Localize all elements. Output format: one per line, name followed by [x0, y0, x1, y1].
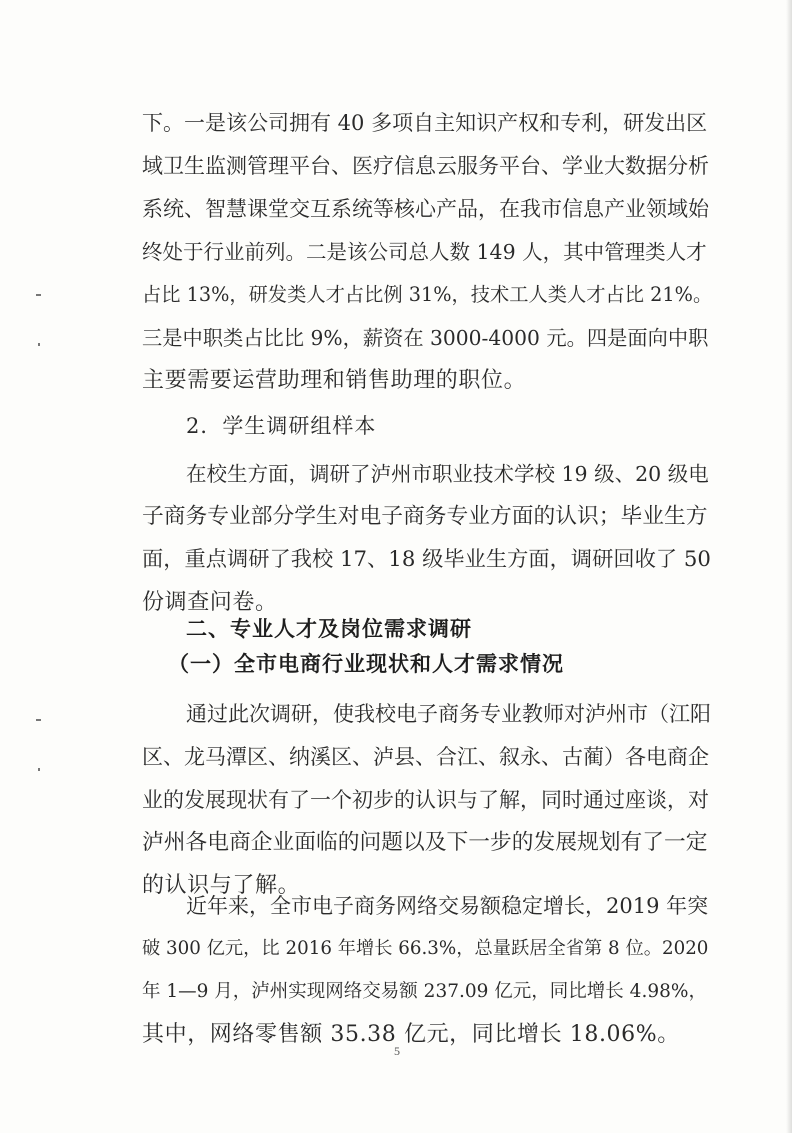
subsection-heading: （一）全市电商行业现状和人才需求情况 [168, 652, 564, 676]
text-line: 年 1—9 月，泸州实现网络交易额 237.09 亿元，同比增长 4.98%， [142, 981, 707, 1002]
text-line: 下。一是该公司拥有 40 多项自主知识产权和专利，研发出区 [142, 111, 708, 135]
text-line: 份调查问卷。 [142, 590, 278, 615]
page-number: 5 [394, 1044, 400, 1058]
scan-edge-shadow [786, 0, 792, 1133]
scan-mark [38, 768, 40, 771]
text-line: 终处于行业前列。二是该公司总人数 149 人，其中管理类人才 [142, 240, 707, 264]
scan-mark [36, 719, 41, 721]
text-line: 三是中职类占比比 9%，薪资在 3000-4000 元。四是面向中职 [142, 326, 709, 350]
text-line: 面，重点调研了我校 17、18 级毕业生方面，调研回收了 50 [142, 547, 711, 572]
text-line: 通过此次调研，使我校电子商务专业教师对泸州市（江阳 [186, 702, 711, 726]
text-line: 系统、智慧课堂交互系统等核心产品，在我市信息产业领域始 [142, 197, 709, 221]
scan-mark [38, 343, 40, 346]
scan-mark [36, 294, 41, 296]
text-line: 泸州各电商企业面临的问题以及下一步的发展规划有了一定 [142, 830, 708, 855]
subheading-student-sample: 2．学生调研组样本 [186, 414, 377, 438]
text-line: 域卫生监测管理平台、医疗信息云服务平台、学业大数据分析 [142, 154, 709, 178]
section-heading: 二、专业人才及岗位需求调研 [186, 617, 472, 641]
text-line: 其中，网络零售额 35.38 亿元，同比增长 18.06%。 [142, 1022, 680, 1047]
text-line: 破 300 亿元，比 2016 年增长 66.3%，总量跃居全省第 8 位。2020 [142, 938, 709, 959]
text-line: 主要需要运营助理和销售助理的职位。 [142, 368, 527, 393]
text-line: 在校生方面，调研了泸州市职业技术学校 19 级、20 级电 [186, 462, 709, 486]
text-line: 近年来，全市电子商务网络交易额稳定增长，2019 年突 [186, 894, 709, 918]
text-line: 业的发展现状有了一个初步的认识与了解，同时通过座谈，对 [142, 788, 709, 812]
text-line: 占比 13%，研发类人才占比例 31%，技术工人类人才占比 21%。 [142, 283, 713, 306]
text-line: 子商务专业部分学生对电子商务专业方面的认识；毕业生方 [142, 504, 708, 529]
text-line: 的认识与了解。 [142, 873, 301, 898]
text-line: 区、龙马潭区、纳溪区、泸县、合江、叙永、古蔺）各电商企 [142, 745, 709, 769]
